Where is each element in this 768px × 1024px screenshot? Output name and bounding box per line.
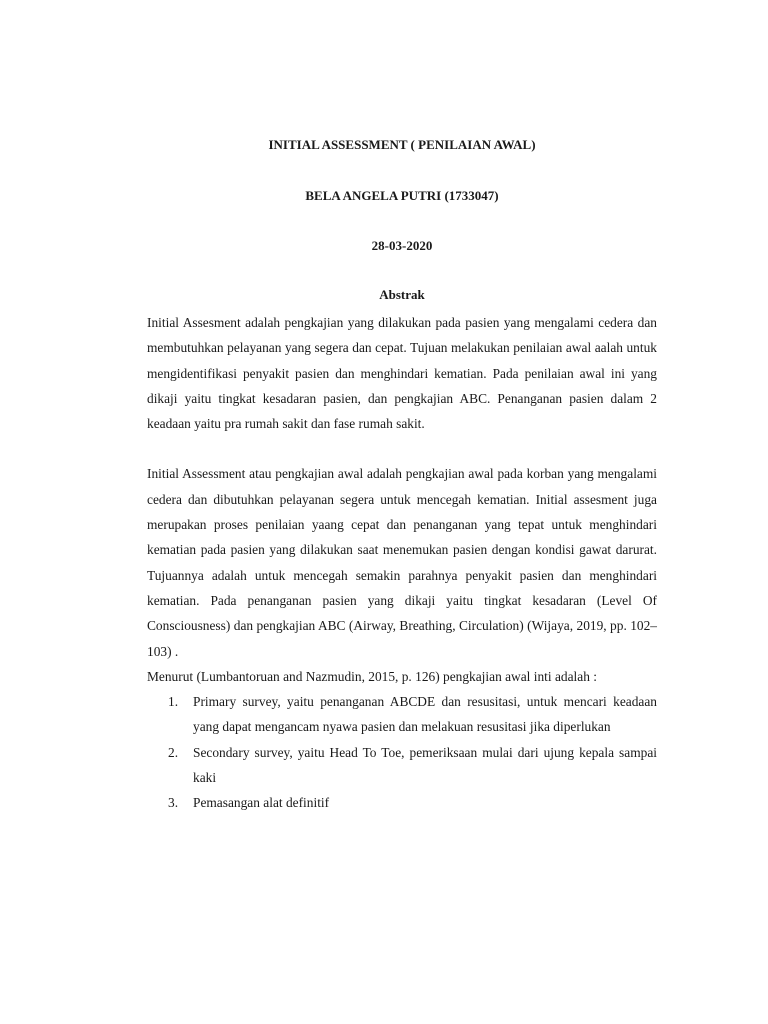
document-content (147, 136, 657, 816)
body-paragraph-2: Menurut (Lumbantoruan and Nazmudin, 2015, p. 126) pengkajian awal inti adalah : (147, 668, 597, 684)
numbered-list (147, 689, 657, 815)
document-title: INITIAL ASSESSMENT ( PENILAIAN AWAL) (268, 137, 536, 152)
list-item-number: 3. (168, 795, 179, 811)
author-line: BELA ANGELA PUTRI (1733047) (305, 188, 499, 203)
list-item-text: Secondary survey, yaitu Head To Toe, pemeriksaan mulai dari ujung kepala sampai kaki (193, 744, 657, 786)
list-item-text: Primary survey, yaitu penanganan ABCDE dan resusitasi, untuk mencari keadaan yang dapat mengancam nyawa pasien dan melakuan resusitasi jika diperlukan (193, 694, 657, 735)
abstract-paragraph: Initial Assesment adalah pengkajian yang dilakukan pada pasien yang mengalami cedera dan membutuhkan pelayanan yang segera dan cepat. Tujuan melakukan penilaian awal aalah untuk mengidentifikasi penyakit pasien dan menghindari kematian. Pada penilaian awal ini yang dikaji yaitu tingkat kesadaran pasien, dan pengkajian ABC. Penanganan pasien dalam 2 keadaan yaitu pra rumah sakit dan fase rumah sakit. (147, 315, 657, 432)
list-item (147, 790, 657, 815)
abstract-heading: Abstrak (379, 287, 425, 302)
body-paragraph-1: Initial Assessment atau pengkajian awal adalah pengkajian awal pada korban yang mengalami cedera dan dibutuhkan pelayanan segera untuk mencegah kematian. Initial assesment juga merupakan proses penilaian yaang cepat dan penanganan yang tepat untuk menghindari kematian pada pasien yang dilakukan saat menemukan pasien dengan kondisi gawat darurat. Tujuannya adalah untuk mencegah semakin parahnya penyakit pasien dan menghindari kematian. Pada penanganan pasien yang dikaji yaitu tingkat kesadaran (Level Of Consciousness) dan pengkajian ABC (Airway, Breathing, Circulation) (Wijaya, 2019, pp. 102–103) . (147, 466, 657, 659)
document-date: 28-03-2020 (371, 238, 433, 253)
list-item (147, 740, 657, 791)
list-item-number: 1. (168, 694, 179, 710)
list-item (147, 689, 657, 740)
list-item-text: Pemasangan alat definitif (193, 795, 330, 811)
list-item-number: 2. (168, 744, 179, 760)
